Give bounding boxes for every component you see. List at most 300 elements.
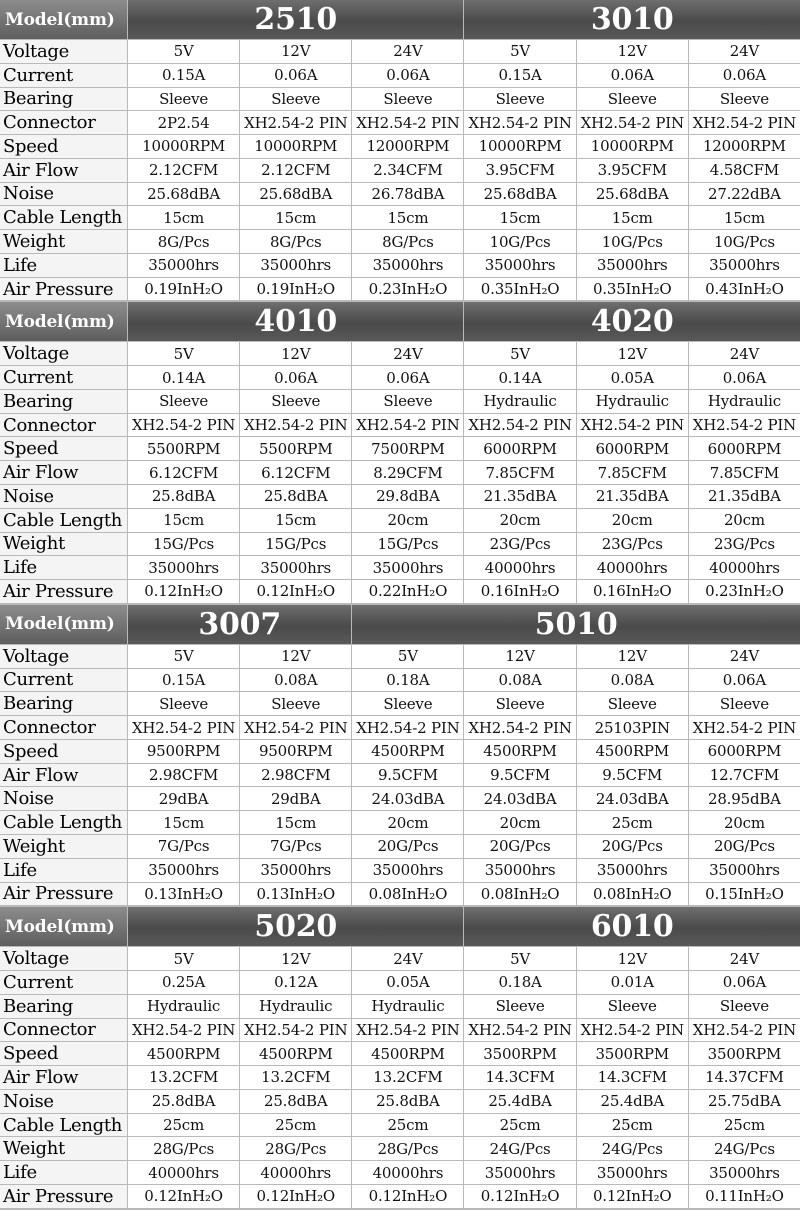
- spec-value-cell: 15cm: [464, 206, 575, 229]
- spec-value-cell: Sleeve: [577, 692, 688, 715]
- spec-value-cell: 15cm: [689, 206, 800, 229]
- spec-value-cell: XH2.54-2 PIN: [352, 1019, 463, 1042]
- spec-value-cell: 4500RPM: [352, 1042, 463, 1065]
- spec-value-cell: 28.95dBA: [689, 787, 800, 810]
- spec-row-label: Air Flow: [0, 461, 127, 484]
- spec-value-cell: 10G/Pcs: [689, 230, 800, 253]
- spec-value-cell: 0.12InH₂O: [240, 580, 351, 603]
- spec-value-cell: XH2.54-2 PIN: [689, 111, 800, 134]
- spec-row-label: Cable Length: [0, 1114, 127, 1137]
- spec-value-cell: 25cm: [464, 1114, 575, 1137]
- spec-value-cell: 20cm: [352, 811, 463, 834]
- spec-value-cell: 24.03dBA: [352, 787, 463, 810]
- spec-value-cell: 14.37CFM: [689, 1066, 800, 1089]
- spec-value-cell: XH2.54-2 PIN: [240, 716, 351, 739]
- spec-row-label: Bearing: [0, 88, 127, 111]
- spec-row-label: Speed: [0, 740, 127, 763]
- spec-value-cell: 2.34CFM: [352, 159, 463, 182]
- spec-value-cell: 25.68dBA: [464, 183, 575, 206]
- spec-row-label: Air Pressure: [0, 883, 127, 906]
- model-size-header: 4020: [464, 302, 800, 341]
- spec-value-cell: 15cm: [128, 509, 239, 532]
- model-size-header: 2510: [128, 0, 463, 39]
- spec-value-cell: 6.12CFM: [128, 461, 239, 484]
- spec-value-cell: Sleeve: [464, 995, 575, 1018]
- model-header-label: Model(mm): [0, 302, 127, 341]
- spec-value-cell: XH2.54-2 PIN: [689, 414, 800, 437]
- model-size-header: 4010: [128, 302, 463, 341]
- spec-value-cell: 25.8dBA: [240, 485, 351, 508]
- spec-value-cell: 5500RPM: [240, 437, 351, 460]
- spec-row-label: Weight: [0, 1137, 127, 1160]
- spec-value-cell: Sleeve: [577, 88, 688, 111]
- spec-value-cell: Hydraulic: [352, 995, 463, 1018]
- spec-value-cell: 20cm: [689, 509, 800, 532]
- spec-value-cell: 35000hrs: [128, 859, 239, 882]
- spec-value-cell: 0.15A: [464, 64, 575, 87]
- spec-value-cell: 28G/Pcs: [352, 1137, 463, 1160]
- spec-value-cell: 0.08InH₂O: [464, 883, 575, 906]
- spec-value-cell: 25.4dBA: [464, 1090, 575, 1113]
- spec-value-cell: 0.06A: [689, 971, 800, 994]
- spec-row-label: Connector: [0, 111, 127, 134]
- spec-value-cell: 23G/Pcs: [577, 533, 688, 556]
- spec-table-section: [0, 605, 800, 907]
- spec-value-cell: 8.29CFM: [352, 461, 463, 484]
- spec-row-label: Air Flow: [0, 764, 127, 787]
- spec-value-cell: XH2.54-2 PIN: [240, 111, 351, 134]
- spec-value-cell: 12V: [240, 645, 351, 668]
- spec-row-label: Bearing: [0, 390, 127, 413]
- spec-value-cell: XH2.54-2 PIN: [689, 1019, 800, 1042]
- spec-value-cell: 0.06A: [689, 669, 800, 692]
- spec-value-cell: 5500RPM: [128, 437, 239, 460]
- spec-value-cell: 7G/Pcs: [240, 835, 351, 858]
- spec-value-cell: 24G/Pcs: [464, 1137, 575, 1160]
- spec-value-cell: 0.15InH₂O: [689, 883, 800, 906]
- spec-value-cell: 7.85CFM: [464, 461, 575, 484]
- spec-value-cell: 0.12InH₂O: [464, 1185, 575, 1208]
- spec-value-cell: 10G/Pcs: [577, 230, 688, 253]
- spec-value-cell: 14.3CFM: [464, 1066, 575, 1089]
- spec-value-cell: Hydraulic: [128, 995, 239, 1018]
- spec-value-cell: 20G/Pcs: [464, 835, 575, 858]
- spec-value-cell: 24V: [352, 40, 463, 63]
- spec-value-cell: 20G/Pcs: [689, 835, 800, 858]
- spec-value-cell: Sleeve: [240, 692, 351, 715]
- spec-value-cell: 7.85CFM: [689, 461, 800, 484]
- spec-value-cell: 0.12InH₂O: [128, 1185, 239, 1208]
- spec-value-cell: 0.15A: [128, 669, 239, 692]
- spec-value-cell: 35000hrs: [352, 254, 463, 277]
- spec-row-label: Voltage: [0, 645, 127, 668]
- spec-value-cell: 0.12InH₂O: [128, 580, 239, 603]
- spec-value-cell: 8G/Pcs: [240, 230, 351, 253]
- spec-value-cell: 15G/Pcs: [240, 533, 351, 556]
- spec-value-cell: 24G/Pcs: [689, 1137, 800, 1160]
- spec-value-cell: 2.98CFM: [128, 764, 239, 787]
- spec-value-cell: 6.12CFM: [240, 461, 351, 484]
- spec-row-label: Cable Length: [0, 811, 127, 834]
- spec-row-label: Weight: [0, 835, 127, 858]
- spec-value-cell: 0.23InH₂O: [689, 580, 800, 603]
- spec-value-cell: 24G/Pcs: [577, 1137, 688, 1160]
- spec-row-label: Noise: [0, 485, 127, 508]
- spec-value-cell: 0.15A: [128, 64, 239, 87]
- spec-value-cell: 24V: [352, 342, 463, 365]
- spec-row-label: Current: [0, 366, 127, 389]
- spec-value-cell: XH2.54-2 PIN: [464, 414, 575, 437]
- spec-row-label: Connector: [0, 716, 127, 739]
- spec-value-cell: 26.78dBA: [352, 183, 463, 206]
- spec-value-cell: XH2.54-2 PIN: [352, 414, 463, 437]
- spec-value-cell: 20G/Pcs: [577, 835, 688, 858]
- spec-value-cell: 24.03dBA: [464, 787, 575, 810]
- spec-row-label: Current: [0, 669, 127, 692]
- spec-row-label: Air Pressure: [0, 580, 127, 603]
- spec-value-cell: Sleeve: [352, 390, 463, 413]
- spec-value-cell: 0.14A: [464, 366, 575, 389]
- model-size-header: 6010: [464, 907, 800, 946]
- spec-value-cell: 12V: [577, 40, 688, 63]
- model-size-header: 5020: [128, 907, 463, 946]
- spec-value-cell: 25103PIN: [577, 716, 688, 739]
- spec-value-cell: 0.19InH₂O: [240, 278, 351, 301]
- spec-value-cell: 0.16InH₂O: [577, 580, 688, 603]
- spec-value-cell: 29dBA: [240, 787, 351, 810]
- spec-value-cell: 20cm: [352, 509, 463, 532]
- spec-row-label: Bearing: [0, 692, 127, 715]
- spec-value-cell: 25cm: [577, 1114, 688, 1137]
- spec-value-cell: 0.25A: [128, 971, 239, 994]
- spec-value-cell: 5V: [464, 342, 575, 365]
- spec-value-cell: XH2.54-2 PIN: [689, 716, 800, 739]
- spec-value-cell: 25.75dBA: [689, 1090, 800, 1113]
- spec-value-cell: 3500RPM: [577, 1042, 688, 1065]
- spec-value-cell: 12V: [577, 645, 688, 668]
- spec-value-cell: 10000RPM: [240, 135, 351, 158]
- spec-value-cell: 25.8dBA: [352, 1090, 463, 1113]
- spec-value-cell: 0.06A: [577, 64, 688, 87]
- spec-value-cell: 23G/Pcs: [689, 533, 800, 556]
- spec-value-cell: Hydraulic: [464, 390, 575, 413]
- spec-value-cell: 0.12InH₂O: [240, 1185, 351, 1208]
- spec-value-cell: XH2.54-2 PIN: [464, 111, 575, 134]
- spec-value-cell: 20cm: [464, 509, 575, 532]
- spec-row-label: Connector: [0, 414, 127, 437]
- spec-table-section: [0, 302, 800, 604]
- spec-value-cell: 0.08A: [464, 669, 575, 692]
- spec-value-cell: 12000RPM: [689, 135, 800, 158]
- spec-value-cell: 25.4dBA: [577, 1090, 688, 1113]
- spec-value-cell: XH2.54-2 PIN: [577, 1019, 688, 1042]
- spec-value-cell: 0.43InH₂O: [689, 278, 800, 301]
- spec-value-cell: 24V: [689, 947, 800, 970]
- spec-value-cell: Sleeve: [240, 390, 351, 413]
- spec-value-cell: 25cm: [240, 1114, 351, 1137]
- spec-value-cell: 12V: [240, 40, 351, 63]
- spec-value-cell: XH2.54-2 PIN: [128, 1019, 239, 1042]
- spec-value-cell: 0.16InH₂O: [464, 580, 575, 603]
- spec-value-cell: 20cm: [464, 811, 575, 834]
- spec-value-cell: 24.03dBA: [577, 787, 688, 810]
- spec-value-cell: XH2.54-2 PIN: [577, 111, 688, 134]
- spec-value-cell: 3500RPM: [464, 1042, 575, 1065]
- spec-value-cell: 5V: [128, 645, 239, 668]
- spec-value-cell: XH2.54-2 PIN: [352, 716, 463, 739]
- spec-value-cell: 5V: [352, 645, 463, 668]
- spec-value-cell: 35000hrs: [240, 556, 351, 579]
- spec-value-cell: 29.8dBA: [352, 485, 463, 508]
- spec-row-label: Noise: [0, 1090, 127, 1113]
- spec-value-cell: 0.13InH₂O: [240, 883, 351, 906]
- spec-value-cell: 21.35dBA: [689, 485, 800, 508]
- spec-value-cell: Sleeve: [128, 692, 239, 715]
- spec-value-cell: 35000hrs: [128, 254, 239, 277]
- spec-value-cell: 13.2CFM: [240, 1066, 351, 1089]
- spec-table-section: [0, 907, 800, 1209]
- spec-value-cell: 10000RPM: [464, 135, 575, 158]
- spec-value-cell: 4500RPM: [577, 740, 688, 763]
- spec-row-label: Life: [0, 556, 127, 579]
- spec-value-cell: 0.06A: [689, 64, 800, 87]
- spec-value-cell: 15cm: [352, 206, 463, 229]
- spec-value-cell: 9500RPM: [240, 740, 351, 763]
- spec-row-label: Bearing: [0, 995, 127, 1018]
- spec-value-cell: 8G/Pcs: [352, 230, 463, 253]
- spec-value-cell: XH2.54-2 PIN: [352, 111, 463, 134]
- spec-value-cell: 25.8dBA: [128, 1090, 239, 1113]
- spec-value-cell: 28G/Pcs: [128, 1137, 239, 1160]
- spec-value-cell: 5V: [128, 947, 239, 970]
- spec-value-cell: Sleeve: [464, 88, 575, 111]
- spec-value-cell: 35000hrs: [240, 859, 351, 882]
- spec-value-cell: 0.19InH₂O: [128, 278, 239, 301]
- spec-row-label: Connector: [0, 1019, 127, 1042]
- spec-row-label: Noise: [0, 183, 127, 206]
- spec-value-cell: 0.08A: [240, 669, 351, 692]
- spec-value-cell: 7G/Pcs: [128, 835, 239, 858]
- spec-row-label: Life: [0, 859, 127, 882]
- spec-value-cell: 12V: [464, 645, 575, 668]
- spec-value-cell: 0.06A: [689, 366, 800, 389]
- spec-value-cell: 0.06A: [352, 366, 463, 389]
- spec-value-cell: 15cm: [128, 811, 239, 834]
- spec-value-cell: 24V: [689, 40, 800, 63]
- spec-value-cell: XH2.54-2 PIN: [240, 414, 351, 437]
- spec-value-cell: 0.12InH₂O: [352, 1185, 463, 1208]
- spec-value-cell: 4.58CFM: [689, 159, 800, 182]
- spec-value-cell: 0.01A: [577, 971, 688, 994]
- spec-value-cell: 25.68dBA: [577, 183, 688, 206]
- spec-table-section: [0, 0, 800, 302]
- spec-value-cell: 0.14A: [128, 366, 239, 389]
- spec-value-cell: 2P2.54: [128, 111, 239, 134]
- spec-value-cell: 21.35dBA: [577, 485, 688, 508]
- spec-value-cell: 7.85CFM: [577, 461, 688, 484]
- spec-value-cell: 0.06A: [240, 64, 351, 87]
- spec-value-cell: 0.35InH₂O: [464, 278, 575, 301]
- spec-value-cell: 25.8dBA: [240, 1090, 351, 1113]
- spec-row-label: Noise: [0, 787, 127, 810]
- spec-value-cell: 35000hrs: [352, 556, 463, 579]
- spec-value-cell: 4500RPM: [240, 1042, 351, 1065]
- spec-value-cell: 12V: [240, 947, 351, 970]
- model-header-label: Model(mm): [0, 605, 127, 644]
- spec-value-cell: 20cm: [577, 509, 688, 532]
- spec-value-cell: 6000RPM: [689, 437, 800, 460]
- spec-value-cell: 25cm: [128, 1114, 239, 1137]
- spec-value-cell: XH2.54-2 PIN: [240, 1019, 351, 1042]
- spec-row-label: Voltage: [0, 342, 127, 365]
- spec-value-cell: 5V: [464, 947, 575, 970]
- spec-value-cell: Hydraulic: [689, 390, 800, 413]
- spec-value-cell: 4500RPM: [464, 740, 575, 763]
- spec-value-cell: 0.08A: [577, 669, 688, 692]
- spec-value-cell: 0.35InH₂O: [577, 278, 688, 301]
- spec-value-cell: 3.95CFM: [464, 159, 575, 182]
- spec-value-cell: 3.95CFM: [577, 159, 688, 182]
- spec-value-cell: 25.68dBA: [240, 183, 351, 206]
- spec-value-cell: Sleeve: [464, 692, 575, 715]
- spec-value-cell: 2.98CFM: [240, 764, 351, 787]
- spec-value-cell: 5V: [464, 40, 575, 63]
- spec-row-label: Weight: [0, 533, 127, 556]
- spec-value-cell: 35000hrs: [240, 254, 351, 277]
- spec-value-cell: 24V: [689, 645, 800, 668]
- spec-value-cell: 40000hrs: [577, 556, 688, 579]
- model-size-header: 5010: [352, 605, 800, 644]
- spec-value-cell: 0.05A: [352, 971, 463, 994]
- spec-row-label: Cable Length: [0, 509, 127, 532]
- spec-value-cell: 9.5CFM: [577, 764, 688, 787]
- spec-value-cell: 4500RPM: [128, 1042, 239, 1065]
- spec-value-cell: 20G/Pcs: [352, 835, 463, 858]
- spec-value-cell: 24V: [352, 947, 463, 970]
- spec-row-label: Current: [0, 971, 127, 994]
- spec-value-cell: 0.06A: [240, 366, 351, 389]
- spec-value-cell: 15cm: [577, 206, 688, 229]
- spec-value-cell: 12.7CFM: [689, 764, 800, 787]
- spec-value-cell: Sleeve: [352, 692, 463, 715]
- spec-value-cell: 0.18A: [464, 971, 575, 994]
- spec-value-cell: 0.18A: [352, 669, 463, 692]
- spec-value-cell: 25.68dBA: [128, 183, 239, 206]
- spec-value-cell: Sleeve: [689, 88, 800, 111]
- spec-value-cell: 25cm: [577, 811, 688, 834]
- spec-value-cell: 15cm: [240, 811, 351, 834]
- spec-value-cell: 5V: [128, 40, 239, 63]
- spec-value-cell: Sleeve: [352, 88, 463, 111]
- spec-row-label: Air Flow: [0, 159, 127, 182]
- spec-value-cell: XH2.54-2 PIN: [464, 1019, 575, 1042]
- spec-value-cell: 23G/Pcs: [464, 533, 575, 556]
- spec-value-cell: 15cm: [240, 206, 351, 229]
- spec-value-cell: 0.06A: [352, 64, 463, 87]
- spec-value-cell: 12V: [577, 342, 688, 365]
- spec-value-cell: 29dBA: [128, 787, 239, 810]
- spec-value-cell: 15G/Pcs: [128, 533, 239, 556]
- spec-value-cell: 35000hrs: [464, 859, 575, 882]
- spec-value-cell: 3500RPM: [689, 1042, 800, 1065]
- spec-value-cell: 4500RPM: [352, 740, 463, 763]
- spec-value-cell: 10000RPM: [577, 135, 688, 158]
- spec-value-cell: Hydraulic: [577, 390, 688, 413]
- spec-value-cell: 5V: [128, 342, 239, 365]
- spec-value-cell: 15G/Pcs: [352, 533, 463, 556]
- spec-value-cell: 40000hrs: [464, 556, 575, 579]
- spec-value-cell: 0.12A: [240, 971, 351, 994]
- spec-value-cell: Hydraulic: [240, 995, 351, 1018]
- spec-value-cell: 9.5CFM: [464, 764, 575, 787]
- spec-value-cell: 0.08InH₂O: [352, 883, 463, 906]
- spec-value-cell: 35000hrs: [689, 859, 800, 882]
- spec-row-label: Voltage: [0, 40, 127, 63]
- spec-row-label: Weight: [0, 230, 127, 253]
- spec-row-label: Current: [0, 64, 127, 87]
- spec-row-label: Voltage: [0, 947, 127, 970]
- spec-value-cell: 8G/Pcs: [128, 230, 239, 253]
- model-header-label: Model(mm): [0, 0, 127, 39]
- spec-value-cell: 35000hrs: [689, 254, 800, 277]
- spec-value-cell: 35000hrs: [577, 1161, 688, 1184]
- spec-row-label: Cable Length: [0, 206, 127, 229]
- spec-value-cell: 0.22InH₂O: [352, 580, 463, 603]
- spec-value-cell: 25cm: [352, 1114, 463, 1137]
- spec-value-cell: 6000RPM: [464, 437, 575, 460]
- spec-value-cell: 0.12InH₂O: [577, 1185, 688, 1208]
- spec-value-cell: 9.5CFM: [352, 764, 463, 787]
- spec-value-cell: 7500RPM: [352, 437, 463, 460]
- spec-value-cell: 40000hrs: [689, 556, 800, 579]
- spec-value-cell: 0.23InH₂O: [352, 278, 463, 301]
- spec-value-cell: Sleeve: [240, 88, 351, 111]
- spec-value-cell: 35000hrs: [577, 254, 688, 277]
- spec-value-cell: 12V: [577, 947, 688, 970]
- spec-value-cell: 21.35dBA: [464, 485, 575, 508]
- spec-value-cell: 13.2CFM: [128, 1066, 239, 1089]
- model-header-label: Model(mm): [0, 907, 127, 946]
- spec-row-label: Life: [0, 1161, 127, 1184]
- model-size-header: 3010: [464, 0, 800, 39]
- spec-value-cell: XH2.54-2 PIN: [464, 716, 575, 739]
- model-size-header: 3007: [128, 605, 351, 644]
- spec-value-cell: 2.12CFM: [128, 159, 239, 182]
- spec-value-cell: 6000RPM: [689, 740, 800, 763]
- spec-value-cell: 35000hrs: [689, 1161, 800, 1184]
- spec-row-label: Speed: [0, 1042, 127, 1065]
- spec-value-cell: 10G/Pcs: [464, 230, 575, 253]
- spec-value-cell: 10000RPM: [128, 135, 239, 158]
- spec-value-cell: 0.11InH₂O: [689, 1185, 800, 1208]
- spec-value-cell: 14.3CFM: [577, 1066, 688, 1089]
- spec-value-cell: 40000hrs: [128, 1161, 239, 1184]
- spec-value-cell: Sleeve: [128, 88, 239, 111]
- spec-value-cell: XH2.54-2 PIN: [128, 716, 239, 739]
- spec-row-label: Air Pressure: [0, 278, 127, 301]
- spec-value-cell: 27.22dBA: [689, 183, 800, 206]
- spec-value-cell: 40000hrs: [352, 1161, 463, 1184]
- spec-value-cell: 20cm: [689, 811, 800, 834]
- spec-value-cell: Sleeve: [577, 995, 688, 1018]
- spec-row-label: Life: [0, 254, 127, 277]
- spec-value-cell: 35000hrs: [352, 859, 463, 882]
- spec-value-cell: 12000RPM: [352, 135, 463, 158]
- spec-value-cell: 25cm: [689, 1114, 800, 1137]
- spec-row-label: Speed: [0, 135, 127, 158]
- spec-value-cell: 28G/Pcs: [240, 1137, 351, 1160]
- spec-value-cell: 9500RPM: [128, 740, 239, 763]
